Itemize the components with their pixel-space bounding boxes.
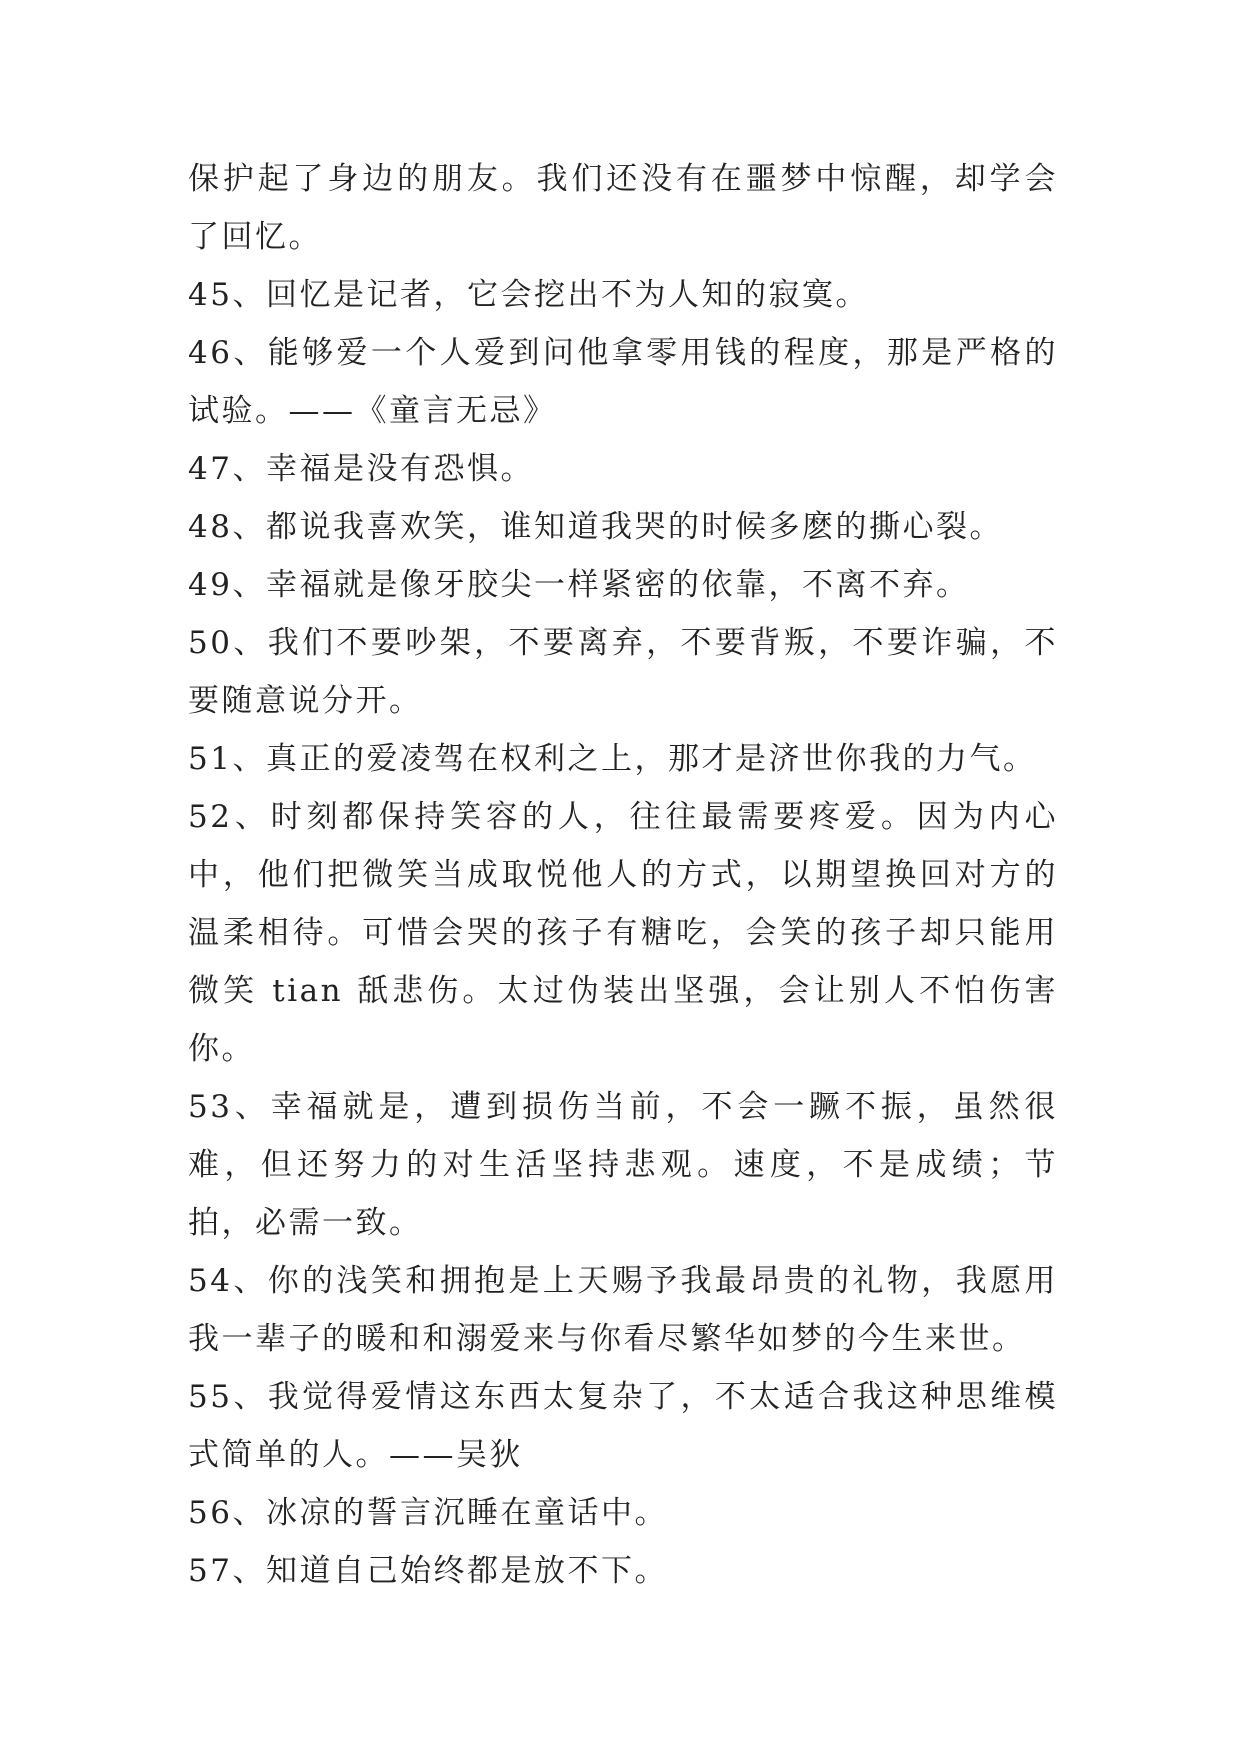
paragraph-item-55: 55、我觉得爱情这东西太复杂了，不太适合我这种思维模式简单的人。——吴狄 (188, 1379, 1058, 1473)
paragraph-item-56: 56、冰凉的誓言沉睡在童话中。 (188, 1495, 668, 1531)
paragraph-item-49: 49、幸福就是像牙胶尖一样紧密的依靠，不离不弃。 (188, 567, 970, 603)
paragraph-item-54: 54、你的浅笑和拥抱是上天赐予我最昂贵的礼物，我愿用我一辈子的暖和和溺爱来与你看尽繁华如梦的今生来世。 (188, 1263, 1058, 1357)
paragraph-item-45: 45、回忆是记者，它会挖出不为人知的寂寞。 (188, 277, 869, 313)
paragraph-item-52: 52、时刻都保持笑容的人，往往最需要疼爱。因为内心中，他们把微笑当成取悦他人的方式，以期望换回对方的温柔相待。可惜会哭的孩子有糖吃，会笑的孩子却只能用微笑 tian 舐悲伤。太过伪装出坚强，会让别人不怕伤害你。 (188, 799, 1058, 1067)
paragraph-item-53: 53、幸福就是，遭到损伤当前，不会一蹶不振，虽然很难，但还努力的对生活坚持悲观。速度，不是成绩；节拍，必需一致。 (188, 1089, 1058, 1241)
paragraph-item-48: 48、都说我喜欢笑，谁知道我哭的时候多麽的撕心裂。 (188, 509, 1003, 545)
paragraph-item-46: 46、能够爱一个人爱到问他拿零用钱的程度，那是严格的试验。——《童言无忌》 (188, 335, 1058, 429)
paragraph-item-51: 51、真正的爱凌驾在权利之上，那才是济世你我的力气。 (188, 741, 1037, 777)
paragraph-item-50: 50、我们不要吵架，不要离弃，不要背叛，不要诈骗，不要随意说分开。 (188, 625, 1058, 719)
paragraph-continuation: 保护起了身边的朋友。我们还没有在噩梦中惊醒，却学会了回忆。 (188, 161, 1058, 255)
paragraph-item-57: 57、知道自己始终都是放不下。 (188, 1553, 668, 1589)
paragraph-item-47: 47、幸福是没有恐惧。 (188, 451, 534, 487)
document-body (188, 150, 1058, 1600)
